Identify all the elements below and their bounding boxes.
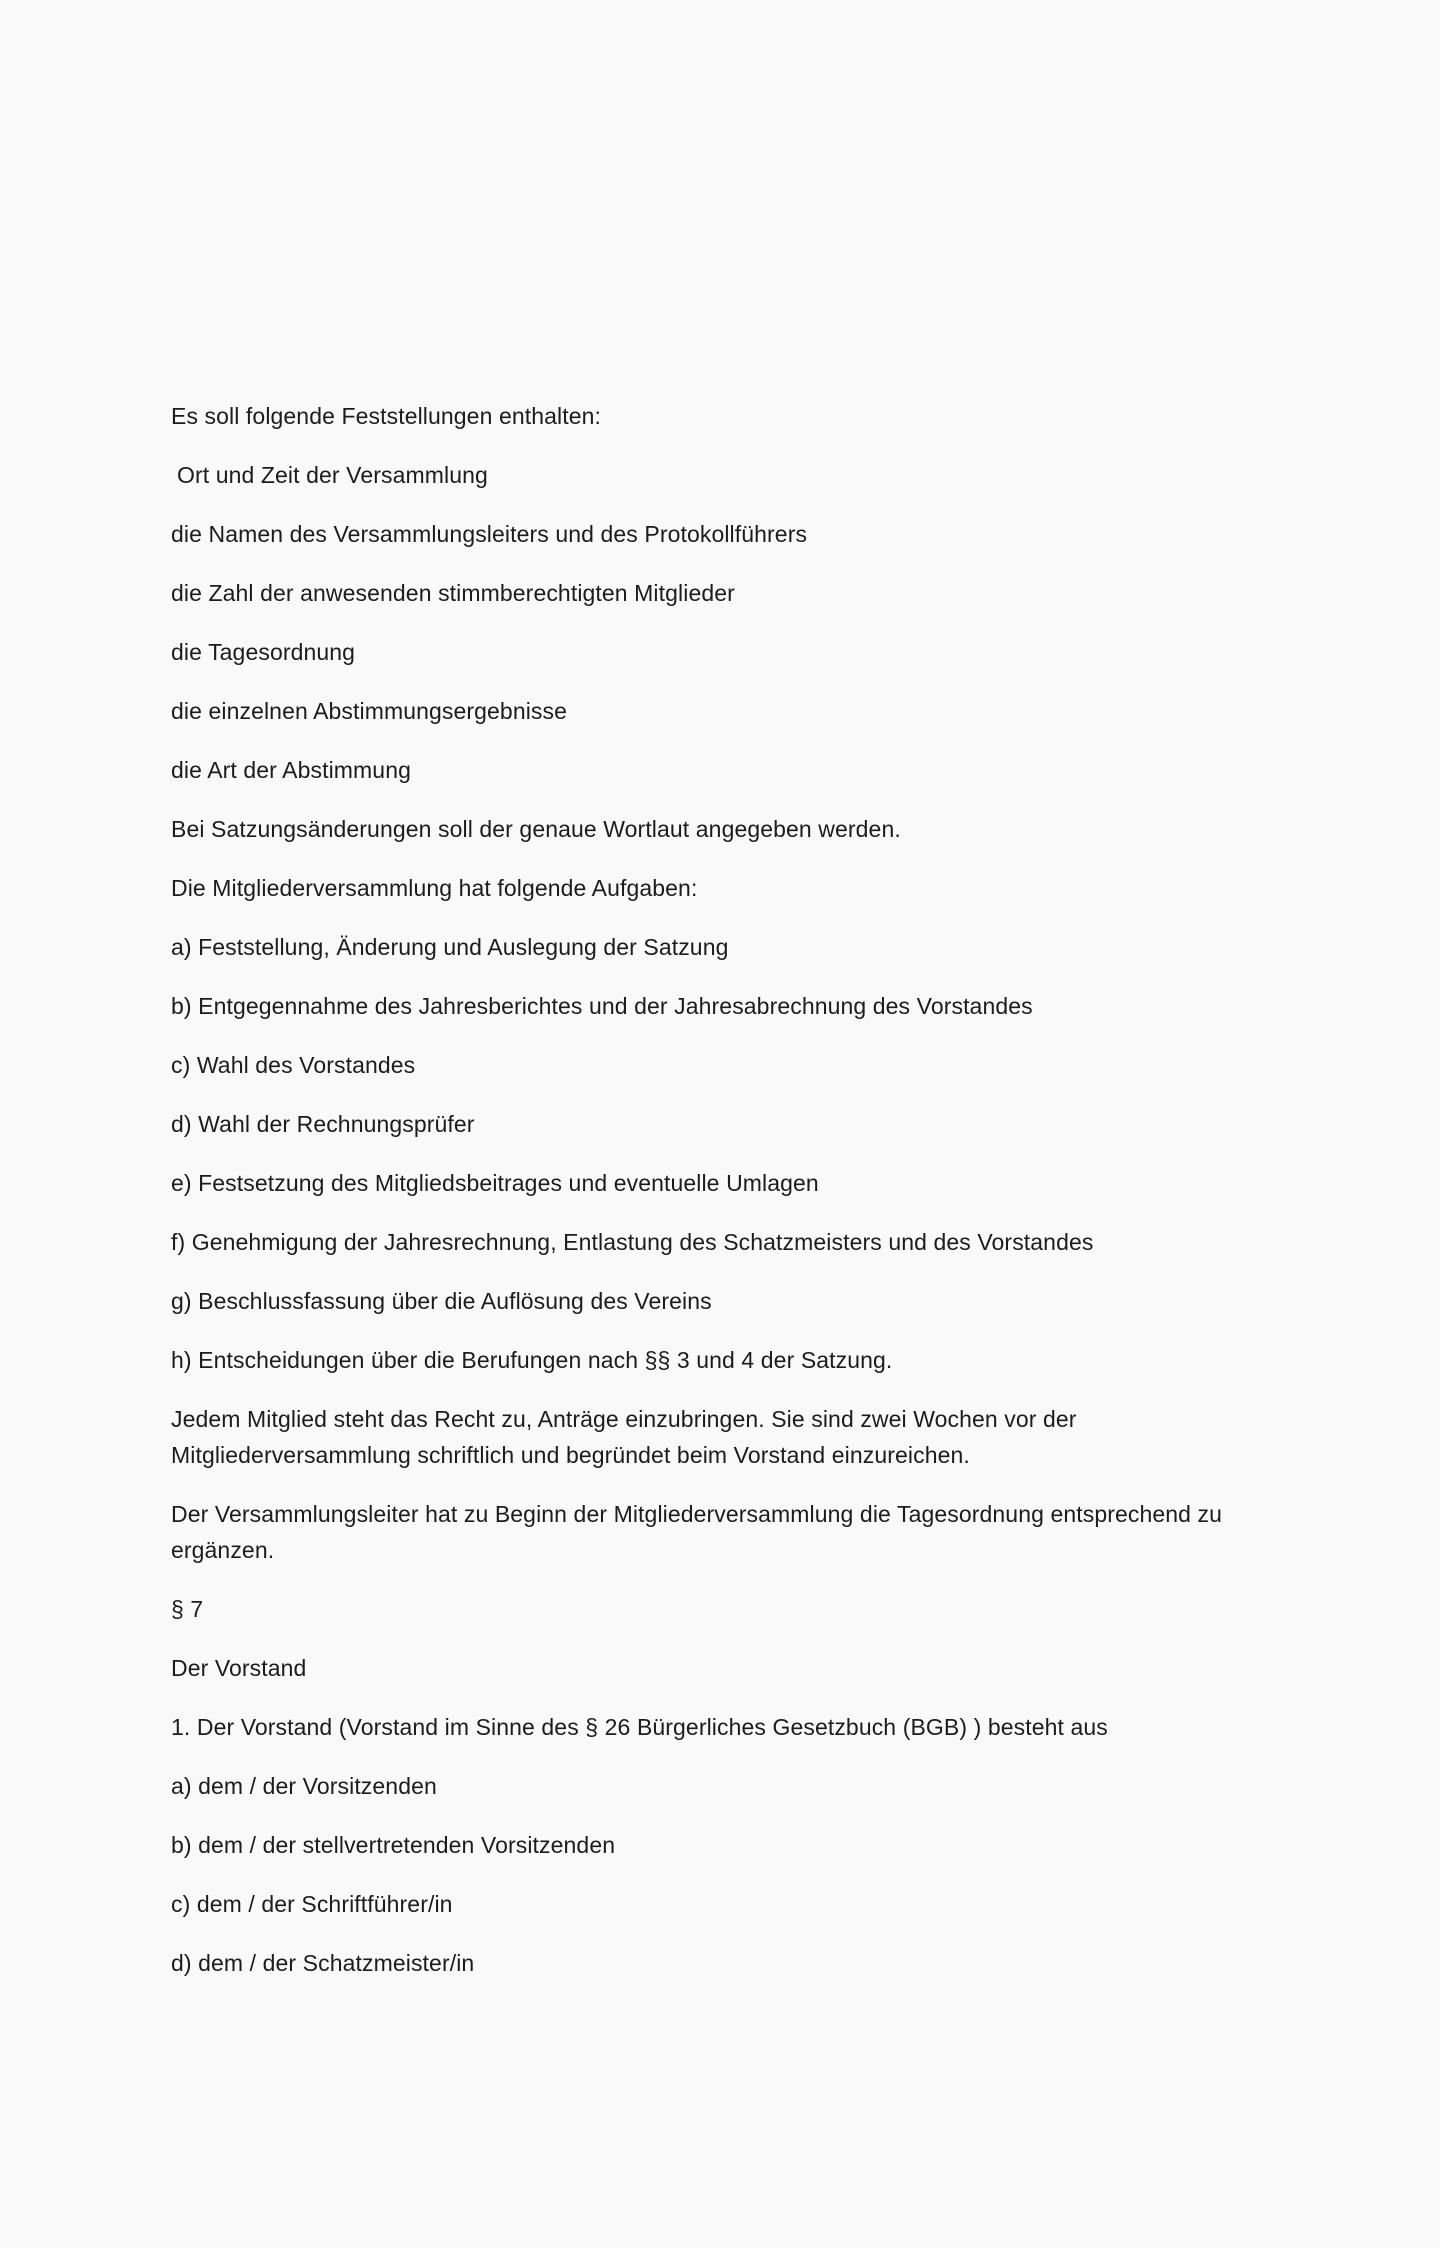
list-item-voting-results: die einzelnen Abstimmungsergebnisse bbox=[171, 698, 568, 724]
list-item-place-time: Ort und Zeit der Versammlung bbox=[177, 462, 488, 488]
task-item-a: a) Feststellung, Änderung und Auslegung der Satzung bbox=[171, 934, 729, 960]
board-item-b: b) dem / der stellvertretenden Vorsitzenden bbox=[171, 1832, 616, 1858]
task-item-g: g) Beschlussfassung über die Auflösung des Vereins bbox=[171, 1288, 712, 1314]
task-item-c: c) Wahl des Vorstandes bbox=[171, 1052, 416, 1078]
task-item-h: h) Entscheidungen über die Berufungen nach §§ 3 und 4 der Satzung. bbox=[171, 1347, 893, 1373]
list-item-names: die Namen des Versammlungsleiters und des Protokollführers bbox=[171, 521, 808, 547]
section-title: Der Vorstand bbox=[171, 1655, 307, 1681]
paragraph-statute-changes: Bei Satzungsänderungen soll der genaue Wortlaut angegeben werden. bbox=[171, 816, 901, 842]
task-item-d: d) Wahl der Rechnungsprüfer bbox=[171, 1111, 475, 1137]
task-item-b: b) Entgegennahme des Jahresberichtes und der Jahresabrechnung des Vorstandes bbox=[171, 993, 1033, 1019]
task-item-f: f) Genehmigung der Jahresrechnung, Entlastung des Schatzmeisters und des Vorstandes bbox=[171, 1229, 1094, 1255]
task-item-e: e) Festsetzung des Mitgliedsbeitrages und eventuelle Umlagen bbox=[171, 1170, 819, 1196]
list-item-voting-type: die Art der Abstimmung bbox=[171, 757, 411, 783]
paragraph-assembly-tasks: Die Mitgliederversammlung hat folgende Aufgaben: bbox=[171, 875, 698, 901]
document-body bbox=[171, 398, 1271, 2004]
board-composition: 1. Der Vorstand (Vorstand im Sinne des § 26 Bürgerliches Gesetzbuch (BGB) ) besteht aus bbox=[171, 1714, 1108, 1740]
paragraph-motions: Jedem Mitglied steht das Recht zu, Anträge einzubringen. Sie sind zwei Wochen vor der Mitgliederversammlung schriftlich und begründet beim Vorstand einzureichen. bbox=[171, 1406, 1077, 1468]
list-item-member-count: die Zahl der anwesenden stimmberechtigten Mitglieder bbox=[171, 580, 735, 606]
paragraph-agenda-supplement: Der Versammlungsleiter hat zu Beginn der Mitgliederversammlung die Tagesordnung entsprechend zu ergänzen. bbox=[171, 1501, 1223, 1563]
section-number: § 7 bbox=[171, 1596, 204, 1622]
board-item-c: c) dem / der Schriftführer/in bbox=[171, 1891, 453, 1917]
board-item-a: a) dem / der Vorsitzenden bbox=[171, 1773, 437, 1799]
paragraph-intro: Es soll folgende Feststellungen enthalten: bbox=[171, 403, 601, 429]
list-item-agenda: die Tagesordnung bbox=[171, 639, 356, 665]
board-item-d: d) dem / der Schatzmeister/in bbox=[171, 1950, 475, 1976]
